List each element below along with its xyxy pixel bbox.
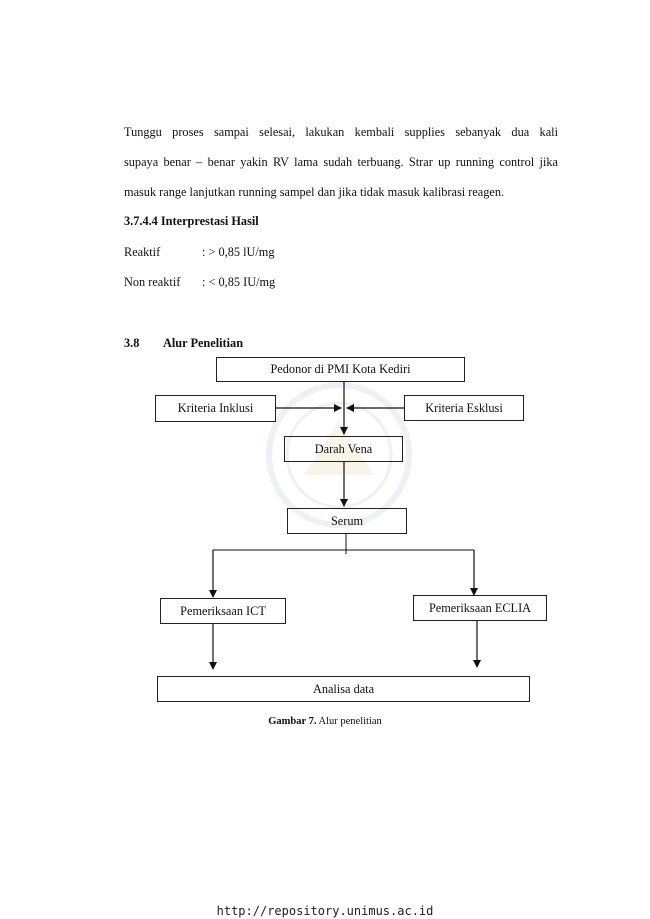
body-line-3: masuk range lanjutkan running sampel dan jika tidak masuk kalibrasi reagen. — [124, 185, 505, 199]
body-line-1: Tunggu proses sampai selesai, lakukan kembali supplies sebanyak dua kali — [124, 125, 558, 139]
section-title: Alur Penelitian — [163, 336, 244, 350]
criteria-value: : > 0,85 lU/mg — [202, 245, 275, 259]
criteria-value: : < 0,85 IU/mg — [202, 275, 276, 289]
box-pedonor: Pedonor di PMI Kota Kediri — [216, 357, 465, 382]
box-darah-vena: Darah Vena — [284, 436, 403, 462]
criteria-label: Reaktif — [124, 245, 161, 259]
box-serum: Serum — [287, 508, 407, 534]
box-pemeriksaan-eclia: Pemeriksaan ECLIA — [413, 595, 547, 621]
section-number: 3.8 — [124, 336, 140, 350]
footer-url: http://repository.unimus.ac.id — [216, 904, 434, 918]
figure-caption — [0, 716, 650, 727]
body-line-2: supaya benar – benar yakin RV lama sudah terbuang. Strar up running control jika — [124, 155, 558, 169]
criteria-label: Non reaktif — [124, 275, 181, 289]
subsection-heading: 3.7.4.4 Interprestasi Hasil — [124, 214, 259, 228]
box-kriteria-esklusi: Kriteria Esklusi — [404, 395, 524, 421]
caption-label: Gambar 7. — [268, 716, 317, 727]
caption-text: Alur penelitian — [318, 716, 382, 727]
box-kriteria-inklusi: Kriteria Inklusi — [155, 395, 276, 422]
box-pemeriksaan-ict: Pemeriksaan ICT — [160, 598, 286, 624]
box-analisa-data: Analisa data — [157, 676, 530, 702]
